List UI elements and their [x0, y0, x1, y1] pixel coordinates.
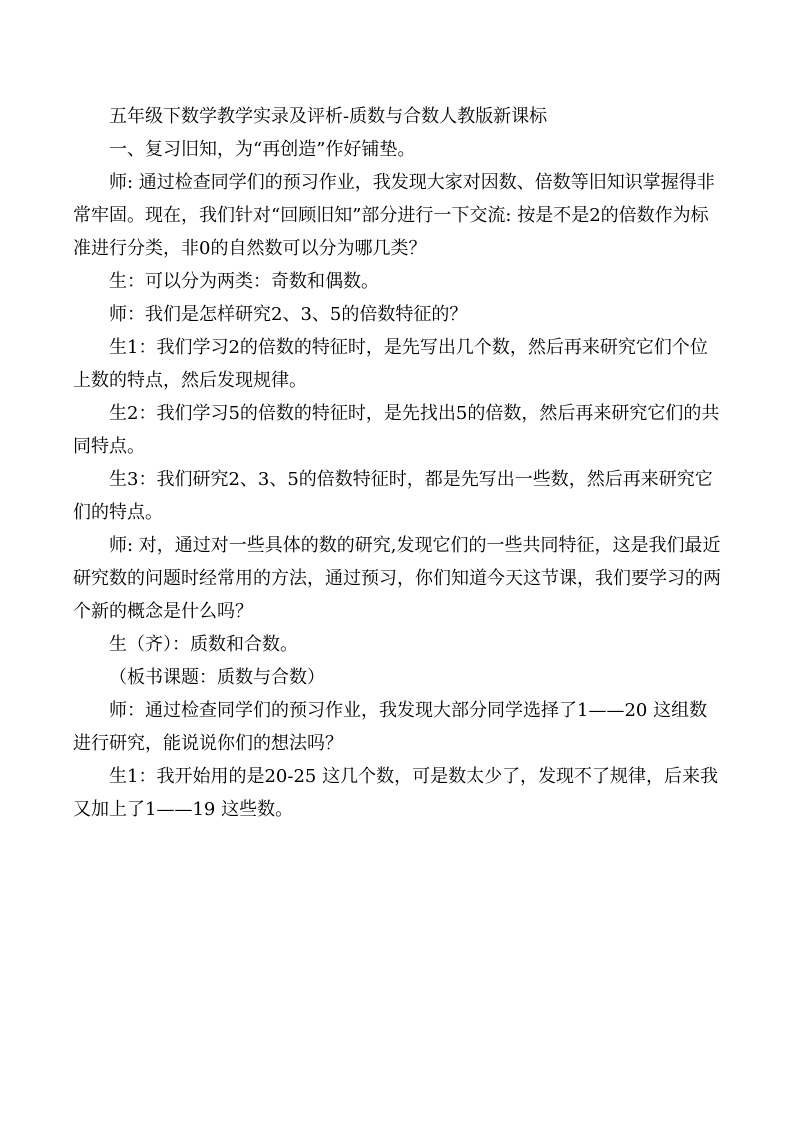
paragraph-5: 生1：我们学习2的倍数的特征时，是先写出几个数，然后再来研究它们个位上数的特点，然后发现规律。 — [73, 337, 708, 391]
paragraph-10: （板书课题：质数与合数） — [109, 667, 325, 688]
paragraph-7: 生3：我们研究2、3、5的倍数特征时，都是先写出一些数，然后再来研究它们的特点。 — [73, 469, 713, 523]
paragraph-12: 生1：我开始用的是20-25 这几个数，可是数太少了，发现不了规律，后来我又加上了1——19 这些数。 — [73, 766, 719, 820]
document-title: 五年级下数学教学实录及评析-质数与合数人教版新课标 — [109, 106, 548, 127]
paragraph-8: 师: 对，通过对一些具体的数的研究,发现它们的一些共同特征，这是我们最近研究数的问题时经常用的方法，通过预习，你们知道今天这节课，我们要学习的两个新的概念是什么吗？ — [73, 535, 721, 622]
paragraph-6: 生2：我们学习5的倍数的特征时，是先找出5的倍数，然后再来研究它们的共同特点。 — [73, 403, 720, 457]
paragraph-9: 生（齐）：质数和合数。 — [109, 634, 298, 655]
paragraph-4: 师：我们是怎样研究2、3、5的倍数特征的？ — [109, 304, 468, 325]
paragraph-1: 一、复习旧知，为“再创造”作好铺垫。 — [109, 139, 416, 160]
paragraph-2: 师: 通过检查同学们的预习作业，我发现大家对因数、倍数等旧知识掌握得非常牢固。现在，我们针对“回顾旧知”部分进行一下交流: 按是不是2的倍数作为标准进行分类，非0的自然数可以分为哪几类？ — [73, 172, 715, 259]
document-body — [73, 100, 723, 826]
paragraph-11: 师：通过检查同学们的预习作业，我发现大部分同学选择了1——20 这组数进行研究，能说说你们的想法吗？ — [73, 700, 708, 754]
paragraph-3: 生：可以分为两类：奇数和偶数。 — [109, 271, 379, 292]
